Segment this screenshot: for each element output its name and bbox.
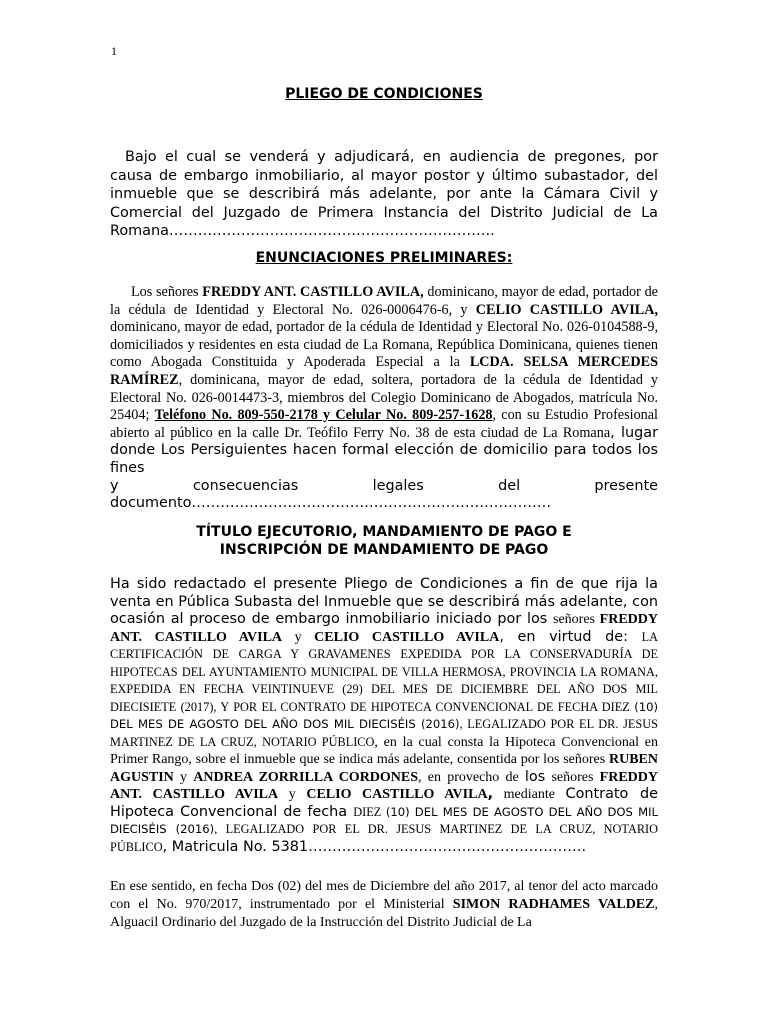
titulo-paragraph xyxy=(110,576,658,856)
text-segment: señores xyxy=(553,612,600,627)
page-number: 1 xyxy=(111,44,117,58)
word: y xyxy=(110,477,119,494)
text-segment: , en provecho de xyxy=(418,769,525,785)
word: consecuencias xyxy=(192,477,299,494)
text-segment: , Alguacil Ordinario del Juzgado de la Instrucción del Distrito Judicial de La xyxy=(110,897,658,930)
party-name: CELIO CASTILLO AVILA, xyxy=(475,301,658,318)
text-segment: En ese sentido, en fecha Dos (02) del mes de Diciembre del año 2017, al tenor del acto marcado con el No. 970/2017, instrumentado por el Ministerial xyxy=(110,879,658,912)
text-segment: dominicano, mayor de edad, portador de la cédula de Identidad y Electoral No. 026-0006476-6, y xyxy=(110,284,658,318)
party-name: FREDDY ANT. CASTILLO AVILA, xyxy=(202,284,424,300)
party-name: FREDDY ANT. CASTILLO AVILA xyxy=(110,769,658,802)
text-segment: Los señores xyxy=(131,284,203,300)
caps-text: (10) DEL MES DE AGOSTO DEL AÑO DOS MIL DIECISÉIS (2016) xyxy=(110,699,658,731)
text-segment: , dominicana, mayor de edad, soltera, portadora de la cédula de Identidad y Electoral No. 026-0014473-3, miembros del Colegio Dominicano de Abogados, matrícula No. 25404; xyxy=(110,371,658,424)
party-name: CELIO CASTILLO AVILA xyxy=(306,787,488,802)
party-name: RUBEN AGUSTIN xyxy=(110,752,658,785)
text-segment: señores xyxy=(545,769,600,785)
preliminares-paragraph xyxy=(110,284,658,513)
text-segment: y xyxy=(173,769,194,785)
text-segment: y xyxy=(278,787,307,802)
text-segment: Ha sido redactado el presente Pliego de Condiciones a fin de que rija la venta en Pública Subasta del Inmueble que se describirá más adelante, con ocasión al proceso de embargo inmobiliario iniciado por los xyxy=(110,576,658,627)
bailiff-name: SIMON RADHAMES VALDEZ xyxy=(452,897,655,912)
word: del xyxy=(498,477,521,494)
text-segment: Contrato de Hipoteca Convencional de fecha xyxy=(110,786,659,820)
text-segment: , en la cual consta la Hipoteca Convencional en Primer Rango, sobre el inmueble que se indica más adelante, consentida por los señores xyxy=(110,734,659,767)
caps-text: (10) DEL MES DE AGOSTO DEL AÑO DOS MIL DIECISÉIS (2016) xyxy=(110,804,658,836)
justified-line xyxy=(110,478,658,496)
text-segment: , con su Estudio Profesional abierto al público en la calle Dr. Teófilo Ferry No. 38 de esta ciudad de La Romana xyxy=(110,407,658,441)
text-segment: , lugar donde Los Persiguientes hacen formal elección de domicilio para todos los fines xyxy=(110,424,659,476)
lawyer-name: LCDA. SELSA MERCEDES RAMÍREZ xyxy=(110,354,658,388)
intro-paragraph xyxy=(110,148,658,241)
intro-text: Bajo el cual se venderá y adjudicará, en audiencia de pregones, por causa de embargo inmobiliario, al mayor postor y último subastador, del inmueble que se describirá más adelante, por ante la Cámara Civil y Comercial del Juzgado de Primera Instancia del Distrito Judicial de La Romana………………………………………………………….. xyxy=(110,149,658,239)
heading-line: INSCRIPCIÓN DE MANDAMIENTO DE PAGO xyxy=(219,542,549,558)
caps-text: LA CERTIFICACIÓN DE CARGA Y GRAVAMENES EXPEDIDA POR LA CONSERVADURÍA DE HIPOTECAS DEL AYUNTAMIENTO MUNICIPAL DE VILLA HERMOSA, PROVINCIA LA ROMANA, EXPEDIDA EN FECHA VEINTINUEVE (29) DEL MES DE DICIEMBRE DEL AÑO DOS MIL DIECISIETE (2017), Y POR EL CONTRATO DE HIPOTECA CONVENCIONAL DE FECHA DIEZ xyxy=(110,629,658,714)
phone-numbers: Teléfono No. 809-550-2178 y Celular No. 809-257-1628 xyxy=(154,407,493,424)
text-segment: los xyxy=(524,768,546,785)
text-segment: documento………………………………………………………………… xyxy=(110,495,552,512)
caps-text: , LEGALIZADO POR EL DR. JESUS MARTINEZ DE LA CRUZ, NOTARIO PÚBLICO xyxy=(110,717,658,749)
sentido-paragraph xyxy=(110,878,658,932)
text-segment: mediante xyxy=(493,787,566,802)
text-segment: , xyxy=(487,786,494,802)
text-segment: , Matricula No. 5381…………………………………………………. xyxy=(162,838,587,855)
text-segment: dominicano, mayor de edad, portador de la cédula de Identidad y Electoral No. 026-0104588-9, domiciliados y residentes en esta ciudad de La Romana, República Dominicana, quienes tienen como Abogada Constituida y Apoderada Especial a la xyxy=(110,319,658,371)
section-heading-preliminares: ENUNCIACIONES PRELIMINARES: xyxy=(255,250,513,266)
party-name: FREDDY ANT. CASTILLO AVILA xyxy=(110,612,658,645)
heading-line: TÍTULO EJECUTORIO, MANDAMIENTO DE PAGO E xyxy=(196,524,572,540)
word: legales xyxy=(372,477,424,494)
document-title: PLIEGO DE CONDICIONES xyxy=(285,86,483,102)
party-name: ANDREA ZORRILLA CORDONES xyxy=(193,769,419,785)
section-heading-titulo xyxy=(0,523,768,559)
caps-text: DIEZ xyxy=(353,804,386,819)
caps-text: , LEGALIZADO POR EL DR. JESUS MARTINEZ DE LA CRUZ, NOTARIO PÚBLICO xyxy=(110,822,659,854)
word: presente xyxy=(594,477,658,494)
party-name: CELIO CASTILLO AVILA xyxy=(314,629,500,645)
text-segment: , en virtud de: xyxy=(499,628,642,645)
text-segment: y xyxy=(282,629,315,645)
